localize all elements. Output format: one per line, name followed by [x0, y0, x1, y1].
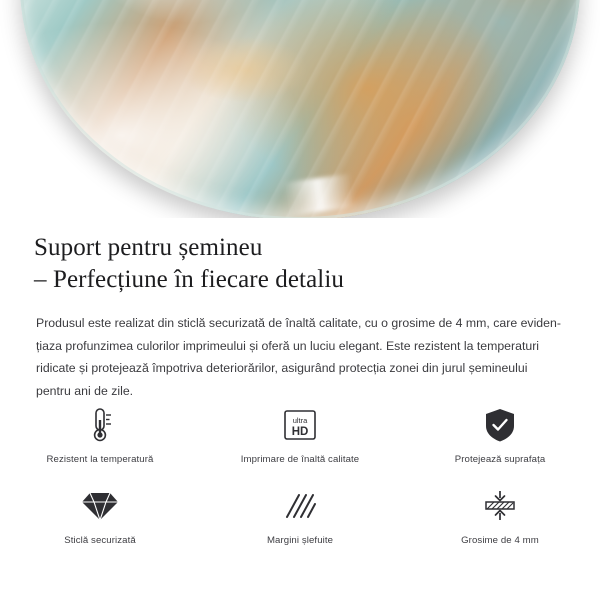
text-content — [0, 218, 600, 403]
feature-label: Protejează suprafața — [454, 454, 546, 465]
hero-image — [0, 0, 600, 218]
feature-label: Grosime de 4 mm — [461, 535, 539, 546]
diamond-icon — [81, 486, 119, 526]
headline-line-2: – Perfecțiune în fiecare detaliu — [34, 266, 344, 293]
svg-text:HD: HD — [291, 426, 309, 438]
shield-check-icon — [483, 405, 517, 445]
feature-item-tempered-glass — [0, 486, 200, 561]
feature-label: Imprimare de înaltă calitate — [240, 454, 360, 465]
thermometer-icon — [83, 405, 117, 445]
thickness-icon — [481, 486, 519, 526]
feature-item-polished-edges — [200, 486, 400, 561]
headline-line-1: Suport pentru șemineu — [34, 234, 263, 261]
description-paragraph: Produsul este realizat din sticlă securizată de înaltă calitate, cu o grosime de 4 mm, care eviden-țiaza profunzimea culorilor imprimeului și oferă un luciu elegant. Este rezistent la temperaturi ridicate și protejează împotriva deteriorărilor, asigurând protecția zonei din jurul șemineului pentru ani de zile. — [36, 316, 561, 399]
feature-grid — [0, 405, 600, 561]
ultra-hd-icon — [282, 405, 318, 445]
polished-edges-icon — [281, 486, 319, 526]
feature-item-surface-protection — [400, 405, 600, 480]
feature-label: Margini șlefuite — [266, 535, 334, 546]
feature-label: Rezistent la temperatură — [46, 454, 154, 465]
feature-item-thickness — [400, 486, 600, 561]
feature-item-print-quality — [200, 405, 400, 480]
page-title — [0, 218, 600, 296]
feature-item-temperature — [0, 405, 200, 480]
feature-label: Sticlă securizată — [64, 535, 136, 546]
svg-text:ultra: ultra — [292, 416, 308, 425]
